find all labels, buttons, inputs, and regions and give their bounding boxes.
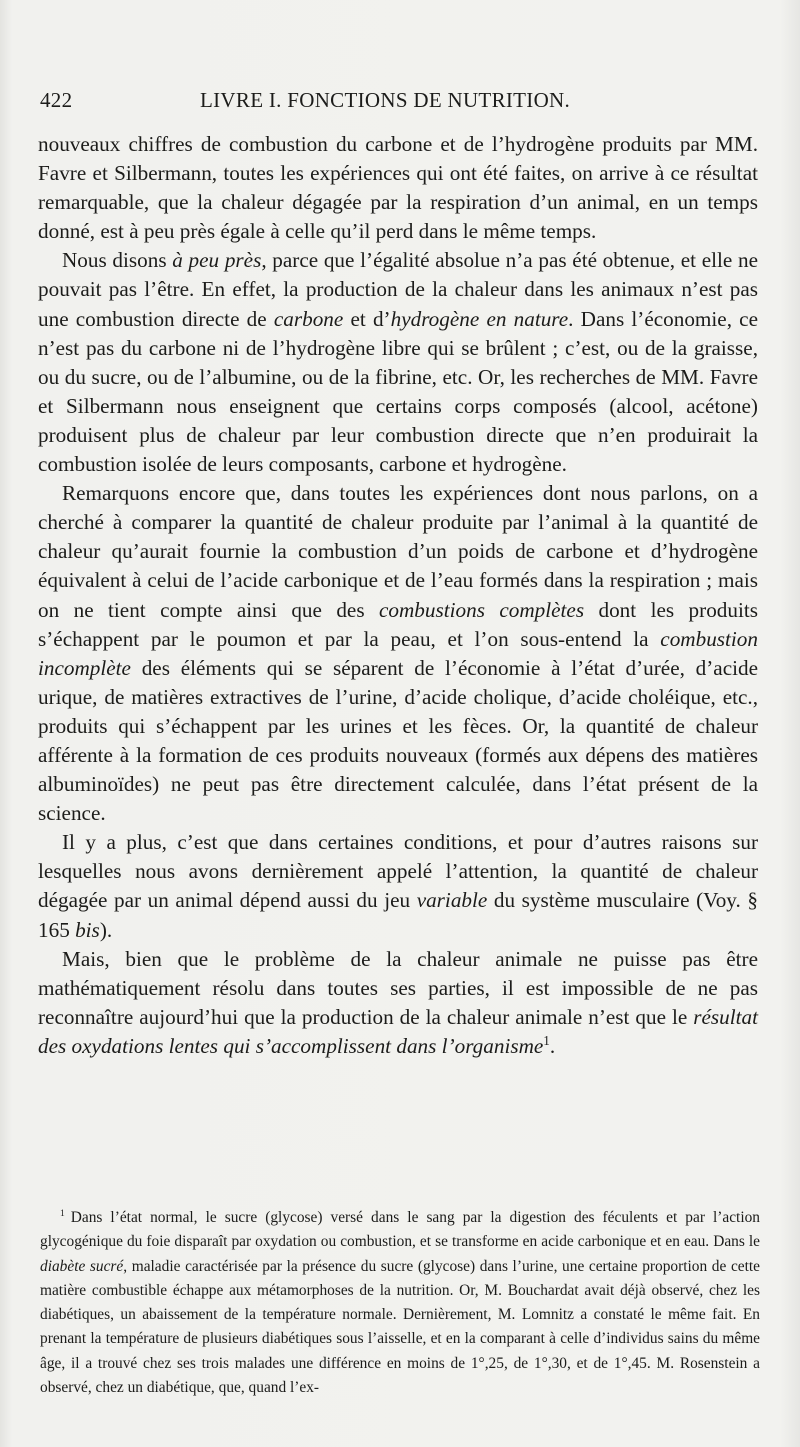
paragraph [38,945,758,1061]
italic-text: bis [75,917,100,942]
italic-text: variable [416,888,488,913]
text-run: , parce que l’égalité absolue n’a pas été obtenue, et elle ne pouvait pas l’être. En effet, la production de la chaleur dans les animaux n’est pas une combustion directe de [38,248,758,331]
text-run: Mais, bien que le problème de la chaleur animale ne puisse pas être mathématiquement résolu dans toutes ses parties, il est impossible de ne pas reconnaître aujourd’hui que la production de la chaleur animale n’est que le [38,946,758,1029]
paragraph [38,479,758,828]
text-run: . [549,1033,556,1058]
italic-text: résultat des oxydations lentes qui s’accomplissent dans l’organisme [38,1004,758,1058]
text-run: des éléments qui se séparent de l’économie à l’état d’urée, d’acide urique, de matières extractives de l’urine, d’acide cholique, d’acide choléique, etc., produits qui s’échappent par les urines et les fèces. Or, la quantité de chaleur afférente à la formation de ces produits nouveaux (formés aux dépens des matières albuminoïdes) ne peut pas être directement calculée, dans l’état présent de la science. [38,655,758,826]
paragraph [38,828,758,944]
text-run: dont les produits s’échappent par le poumon et par la peau, et l’on sous-entend la [38,597,758,651]
footnotes [40,1206,760,1400]
main-text [38,130,758,1061]
page-header [40,88,760,118]
page-number: 422 [40,88,73,112]
running-title: LIVRE I. FONCTIONS DE NUTRITION. [200,88,571,112]
text-run: nouveaux chiffres de combustion du carbone et de l’hydrogène produits par MM. Favre et Silbermann, toutes les expériences qui ont été faites, on arrive à ce résultat remarquable, que la chaleur dégagée par la respiration d’un animal, en un temps donné, est à peu près égale à celle qu’il perd dans le même temps. [38,132,758,244]
text-run: Dans l’état normal, le sucre (glycose) versé dans le sang par la digestion des féculents et par l’action glycogénique du foie disparaît par oxydation ou combustion, et se transforme en acide carbonique et en eau. Dans le [40,1209,760,1251]
text-run: Nous disons [62,248,173,273]
paragraph [38,246,758,479]
footnote-reference: 1 [543,1032,550,1048]
text-run: ). [99,917,113,942]
text-run: Remarquons encore que, dans toutes les expériences dont nous parlons, on a cherché à comparer la quantité de chaleur produite par l’animal à la quantité de chaleur qu’aurait fournie la combustion d’un poids de carbone et d’hydrogène équivalent à celui de l’acide carbonique et de l’eau formés dans la respiration ; mais on ne tient compte ainsi que des [38,481,758,622]
text-run: , maladie caractérisée par la présence du sucre (glycose) dans l’urine, une certaine proportion de cette matière combustible échappe aux métamorphoses de la nutrition. Or, M. Bouchardat avait déjà observé, chez les diabétiques, un abaissement de la température normale. Dernièrement, M. Lomnitz a constaté le même fait. En prenant la température de plusieurs diabétiques sous l’aisselle, et en la comparant à celle d’individus sains du même âge, il a trouvé chez ses trois malades une différence en moins de 1°,25, de 1°,30, et de 1°,45. M. Rosenstein a observé, chez un diabétique, que, quand l’ex- [40,1257,760,1397]
italic-text: combustions complètes [379,597,585,622]
italic-text: à peu près [172,248,262,273]
text-run: du système musculaire (Voy. § 165 [38,888,758,942]
italic-text: combustion incomplète [38,626,758,680]
italic-text: carbone [273,306,344,331]
footnote-number: 1 [60,1207,65,1219]
text-run: . Dans l’économie, ce n’est pas du carbone ni de l’hydrogène libre qui se brûlent ; c’est, ou de la graisse, ou du sucre, ou de l’albumine, ou de la fibrine, etc. Or, les recherches de MM. Favre et Silbermann nous enseignent que certains corps composés (alcool, acétone) produisent plus de chaleur par leur combustion directe que n’en produirait la combustion isolée de leurs composants, carbone et hydrogène. [38,306,758,477]
text-run: et d’ [343,306,391,331]
footnote [40,1206,760,1400]
text-run: Il y a plus, c’est que dans certaines conditions, et pour d’autres raisons sur lesquelles nous avons dernièrement appelé l’attention, la quantité de chaleur dégagée par un animal dépend aussi du jeu [38,830,758,913]
paragraph [38,130,758,246]
italic-text: diabète sucré [40,1257,124,1275]
italic-text: hydrogène en nature [390,306,569,331]
